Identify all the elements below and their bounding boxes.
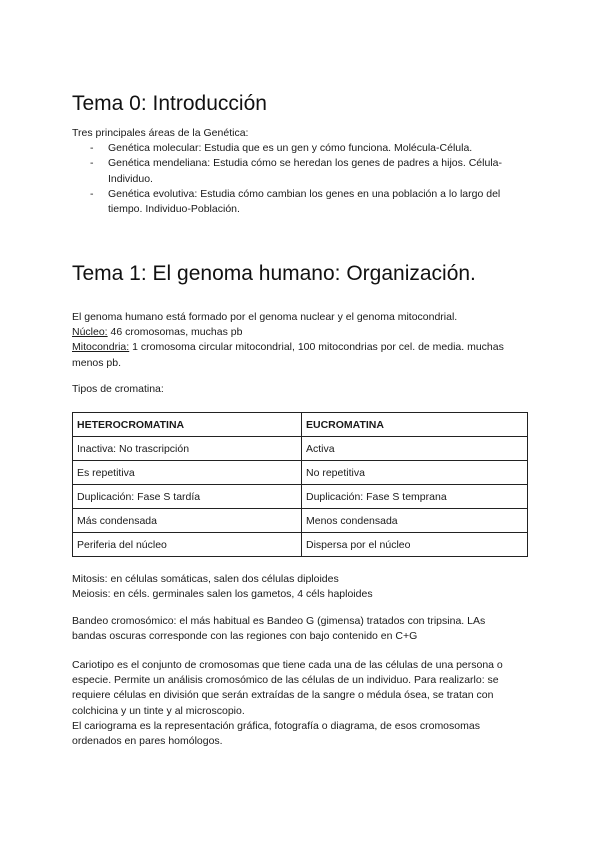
table-cell: Duplicación: Fase S temprana <box>302 485 528 509</box>
cariotipo-paragraph: Cariotipo es el conjunto de cromosomas que tiene cada una de las células de una persona o especie. Permite un análisis cromosómico de las células de un individuo. Para realizarlo: se requiere células en división que serán extraídas de la sangre o médula ósea, se tratan con colchicina y un tinte y al microscopio. <box>72 659 503 717</box>
table-row <box>73 485 528 509</box>
list-item: - Genética molecular: Estudia que es un gen y cómo funciona. Molécula-Célula. <box>90 141 532 156</box>
chromatin-table <box>72 412 528 557</box>
nucleo-text: 46 cromosomas, muchas pb <box>107 326 243 339</box>
bandeo-paragraph: Bandeo cromosómico: el más habitual es Bandeo G (gimensa) tratados con tripsina. LAs bandas oscuras corresponde con las regiones con bajo contenido en C+G <box>72 615 486 643</box>
genome-paragraph <box>72 310 532 371</box>
list-item: - Genética evolutiva: Estudia cómo cambian los genes en una población a lo largo del tiempo. Individuo-Población. <box>90 187 532 217</box>
list-item: - Genética mendeliana: Estudia cómo se heredan los genes de padres a hijos. Célula-Individuo. <box>90 156 532 186</box>
table-row <box>73 437 528 461</box>
table-cell: Menos condensada <box>302 509 528 533</box>
table-row <box>73 509 528 533</box>
mitocondria-label: Mitocondria: <box>72 341 130 354</box>
table-cell: Dispersa por el núcleo <box>302 533 528 557</box>
tema0-intro: Tres principales áreas de la Genética: <box>72 127 249 139</box>
table-cell: Es repetitiva <box>73 461 302 485</box>
mitosis-meiosis <box>72 572 532 602</box>
header-eucromatina: EUCROMATINA <box>302 413 528 437</box>
nucleo-line <box>72 325 532 340</box>
table-cell: No repetitiva <box>302 461 528 485</box>
cariotipo-section <box>72 658 530 749</box>
mitocondria-line <box>72 340 532 370</box>
header-heterocromatina: HETEROCROMATINA <box>73 413 302 437</box>
table-row <box>73 461 528 485</box>
mitosis-line: Mitosis: en células somáticas, salen dos células diploides <box>72 573 339 585</box>
table-cell: Activa <box>302 437 528 461</box>
tema0-title: Tema 0: Introducción <box>72 92 267 115</box>
table-cell: Duplicación: Fase S tardía <box>73 485 302 509</box>
table-header-row <box>73 413 528 437</box>
nucleo-label: Núcleo: <box>72 326 108 339</box>
genetics-areas-list <box>72 141 532 217</box>
tema0-body <box>72 126 532 217</box>
meiosis-line: Meiosis: en céls. germinales salen los gametos, 4 céls haploides <box>72 588 373 601</box>
table-cell: Más condensada <box>73 509 302 533</box>
tema1-title: Tema 1: El genoma humano: Organización. <box>72 262 476 285</box>
table-cell: Periferia del núcleo <box>73 533 302 557</box>
cariograma-paragraph: El cariograma es la representación gráfica, fotografía o diagrama, de esos cromosomas ordenados en pares homólogos. <box>72 719 480 748</box>
table-cell: Inactiva: No trascripción <box>73 437 302 461</box>
mitocondria-text: 1 cromosoma circular mitocondrial, 100 mitocondrias por cel. de media. muchas menos pb. <box>72 341 504 369</box>
table-row <box>73 533 528 557</box>
genome-intro: El genoma humano está formado por el genoma nuclear y el genoma mitocondrial. <box>72 311 458 323</box>
tipos-cromatina-label: Tipos de cromatina: <box>72 383 164 395</box>
